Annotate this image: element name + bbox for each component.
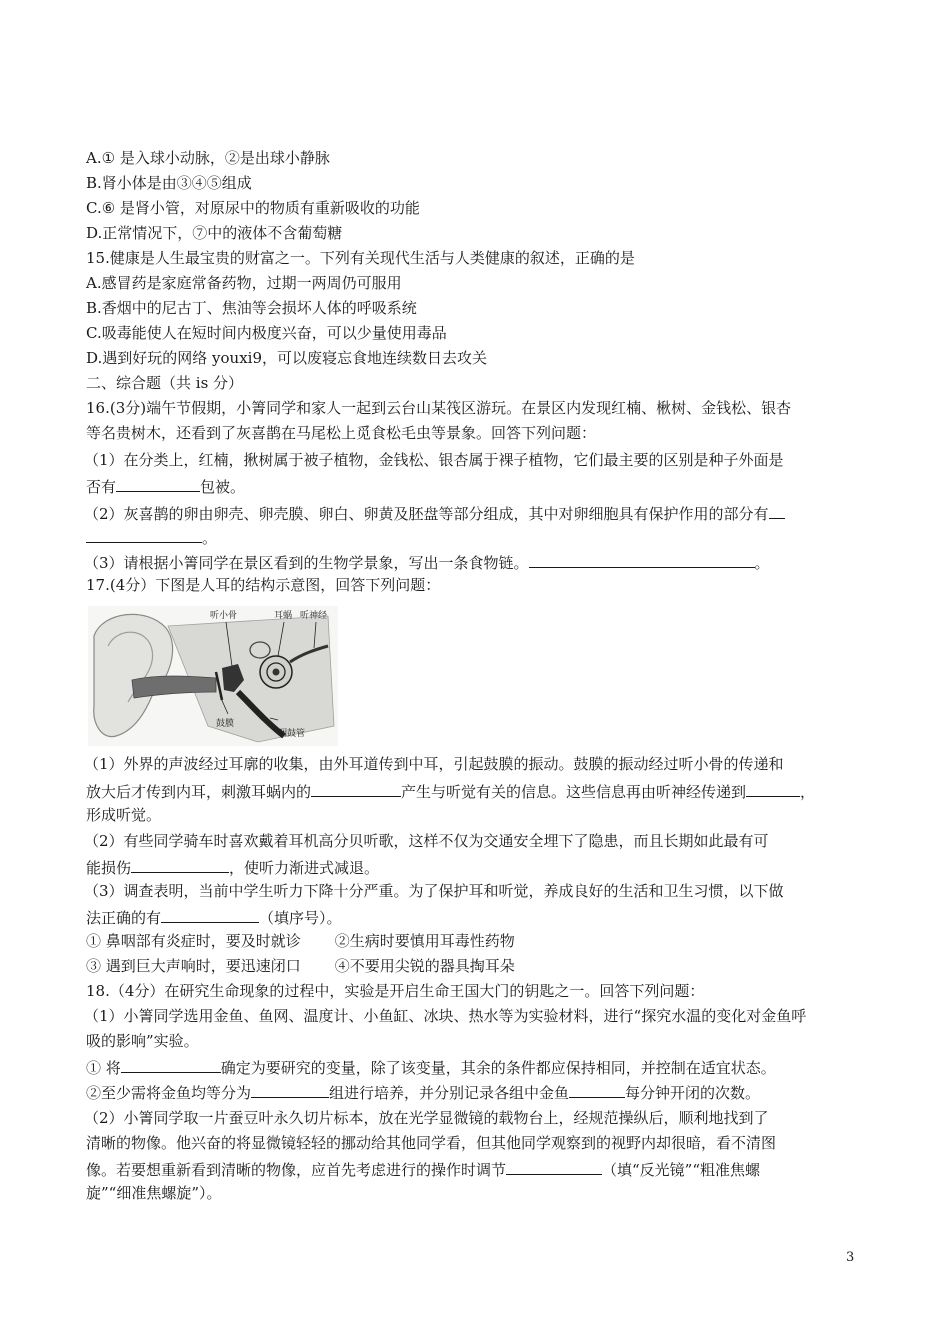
q17-part1-pre: 放大后才传到内耳，刺激耳蜗内的 xyxy=(86,783,312,801)
q16-part1-pre: 否有 xyxy=(86,478,117,496)
q16-part1-line2 xyxy=(86,475,245,497)
q16-part3-pre: （3）请根据小箐同学在景区看到的生物学景象，写出一条食物链。 xyxy=(84,554,529,572)
q17-stem: 17.(4分）下图是人耳的结构示意图，回答下列问题： xyxy=(86,576,441,594)
q17-part2-post: ，使听力渐进式减退。 xyxy=(229,859,380,877)
q18-part2-answer-blank[interactable] xyxy=(506,1158,602,1175)
q17-part2-line1: （2）有些同学骑车时喜欢戴着耳机高分贝听歌，这样不仅为交通安全埋下了隐患，而且长期如此最有可 xyxy=(84,832,769,850)
q16-part2-post: 。 xyxy=(202,529,218,547)
q14-option-a: A.① 是入球小动脉，②是出球小静脉 xyxy=(86,149,330,167)
q17-part3-post: （填序号）。 xyxy=(259,909,342,927)
q16-part2-answer-blank-a[interactable] xyxy=(769,502,785,519)
q18-step1-pre: ① 将 xyxy=(86,1059,121,1077)
q15-option-c: C.吸毒能使人在短时间内极度兴奋，可以少量使用毒品 xyxy=(86,324,447,342)
q18-step1-line xyxy=(86,1056,776,1078)
q14-option-b: B.肾小体是由③④⑤组成 xyxy=(86,174,252,192)
q14-option-c: C.⑥ 是肾小管，对原尿中的物质有重新吸收的功能 xyxy=(86,199,420,217)
q17-part1-line1: （1）外界的声波经过耳廓的收集，由外耳道传到中耳，引起鼓膜的振动。鼓膜的振动经过听小骨的传递和 xyxy=(84,755,784,773)
q16-part2-line1 xyxy=(84,502,785,524)
q18-step2-line xyxy=(86,1081,760,1103)
q15-option-b: B.香烟中的尼古丁、焦油等会损坏人体的呼吸系统 xyxy=(86,299,417,317)
section-heading: 二、综合题（共 is 分） xyxy=(86,374,244,392)
q17-part3-line1: （3）调查表明，当前中学生听力下降十分严重。为了保护耳和听觉，养成良好的生活和卫生习惯，以下做 xyxy=(84,882,784,900)
q18-part2-line2: 清晰的物像。他兴奋的将显微镜轻轻的挪动给其他同学看，但其他同学观察到的视野内却很暗，看不清图 xyxy=(86,1134,777,1152)
q16-stem-line1: 16.(3分)端午节假期，小箐同学和家人一起到云台山某筏区游玩。在景区内发现红楠、楸树、金钱松、银杏 xyxy=(86,399,792,417)
q17-part3-pre: 法正确的有 xyxy=(86,909,162,927)
q18-step1-answer-blank[interactable] xyxy=(121,1056,221,1073)
q18-step1-post: 确定为要研究的变量，除了该变量，其余的条件都应保持相同，并控制在适宜状态。 xyxy=(220,1059,776,1077)
q17-part1-post: ， xyxy=(800,783,816,801)
q17-part2-line2 xyxy=(86,856,379,878)
q18-step2-pre: ②至少需将金鱼均等分为 xyxy=(86,1084,252,1102)
q18-part2-line4: 旋”“细准焦螺旋”）。 xyxy=(86,1184,222,1202)
q16-part3-line xyxy=(84,551,770,573)
q18-part2-line1: （2）小箐同学取一片蚕豆叶永久切片标本，放在光学显微镜的载物台上，经规范操纵后，顺利地找到了 xyxy=(84,1109,769,1127)
q18-part1-line1: （1）小箐同学选用金鱼、鱼网、温度计、小鱼缸、冰块、热水等为实验材料，进行“探究水温的变化对金鱼呼 xyxy=(84,1007,807,1025)
q17-option-1: ① 鼻咽部有炎症时，要及时就诊 xyxy=(86,932,301,950)
label-cochlea: 耳蜗 xyxy=(274,611,293,621)
q18-step2-answer-blank-a[interactable] xyxy=(251,1081,329,1098)
q18-step2-mid: 组进行培养，并分别记录各组中金鱼 xyxy=(329,1084,570,1102)
q16-part2-text: （2）灰喜鹊的卵由卵壳、卵壳膜、卵白、卵黄及胚盘等部分组成，其中对卵细胞具有保护作用的部分有 xyxy=(84,505,769,523)
q16-part3-post: 。 xyxy=(754,554,770,572)
q17-part2-answer-blank[interactable] xyxy=(131,856,229,873)
q17-part2-pre: 能损伤 xyxy=(86,859,132,877)
q17-options-row2 xyxy=(86,956,515,976)
q17-part1-line3: 形成听觉。 xyxy=(86,806,162,824)
label-ossicles: 听小骨 xyxy=(210,611,238,621)
q16-part2-answer-blank-b[interactable] xyxy=(86,526,202,543)
q17-options-row1 xyxy=(86,931,515,951)
label-eardrum: 鼓膜 xyxy=(216,719,235,729)
q17-option-2: ②生病时要慎用耳毒性药物 xyxy=(334,932,515,950)
q17-option-3: ③ 遇到巨大声响时，要迅速闭口 xyxy=(86,957,301,975)
q18-step2-answer-blank-b[interactable] xyxy=(569,1081,625,1098)
q17-part1-answer-blank-a[interactable] xyxy=(311,780,401,797)
q16-part2-line2 xyxy=(86,526,217,548)
page-number: 3 xyxy=(846,1250,855,1265)
label-eustachian-tube: 咽鼓管 xyxy=(278,729,306,739)
q17-part3-line2 xyxy=(86,906,342,928)
q16-part1-post: 包被。 xyxy=(200,478,246,496)
q16-part1-line1: （1）在分类上，红楠，揪树属于被子植物，金钱松、银杏属于裸子植物，它们最主要的区别是种子外面是 xyxy=(84,451,784,469)
q17-part1-mid: 产生与听觉有关的信息。这些信息再由听神经传递到 xyxy=(401,783,747,801)
q16-part1-answer-blank[interactable] xyxy=(116,475,200,492)
q18-part2-post: （填“反光镜”“粗准焦螺 xyxy=(602,1161,761,1179)
q18-part2-line3 xyxy=(86,1158,760,1180)
q14-option-d: D.正常情况下，⑦中的液体不含葡萄糖 xyxy=(86,224,343,242)
label-auditory-nerve: 听神经 xyxy=(300,611,328,621)
q18-part2-pre: 像。若要想重新看到清晰的物像，应首先考虑进行的操作时调节 xyxy=(86,1161,507,1179)
cochlea-center xyxy=(273,669,280,676)
q15-option-d: D.遇到好玩的网络 youxi9，可以废寝忘食地连续数日去攻关 xyxy=(86,349,487,367)
q17-part1-answer-blank-b[interactable] xyxy=(746,780,800,797)
ear-structure-figure xyxy=(88,606,338,746)
q16-stem-line2: 等名贵树木，还看到了灰喜鹊在马尾松上觅食松毛虫等景象。回答下列问题： xyxy=(86,424,597,442)
q17-part1-line2 xyxy=(86,780,815,802)
q17-part3-answer-blank[interactable] xyxy=(161,906,259,923)
ear-diagram xyxy=(88,606,338,746)
q18-part1-line2: 吸的影响”实验。 xyxy=(86,1032,199,1050)
q18-step2-post: 每分钟开闭的次数。 xyxy=(625,1084,761,1102)
q15-stem: 15.健康是人生最宝贵的财富之一。下列有关现代生活与人类健康的叙述，正确的是 xyxy=(86,249,635,267)
q17-option-4: ④不要用尖锐的器具掏耳朵 xyxy=(334,957,515,975)
q16-part3-answer-blank[interactable] xyxy=(529,551,755,568)
q15-option-a: A.感冒药是家庭常备药物，过期一两周仍可服用 xyxy=(86,274,402,292)
q18-stem: 18.（4分）在研究生命现象的过程中，实验是开启生命王国大门的钥匙之一。回答下列问题： xyxy=(86,982,705,1000)
